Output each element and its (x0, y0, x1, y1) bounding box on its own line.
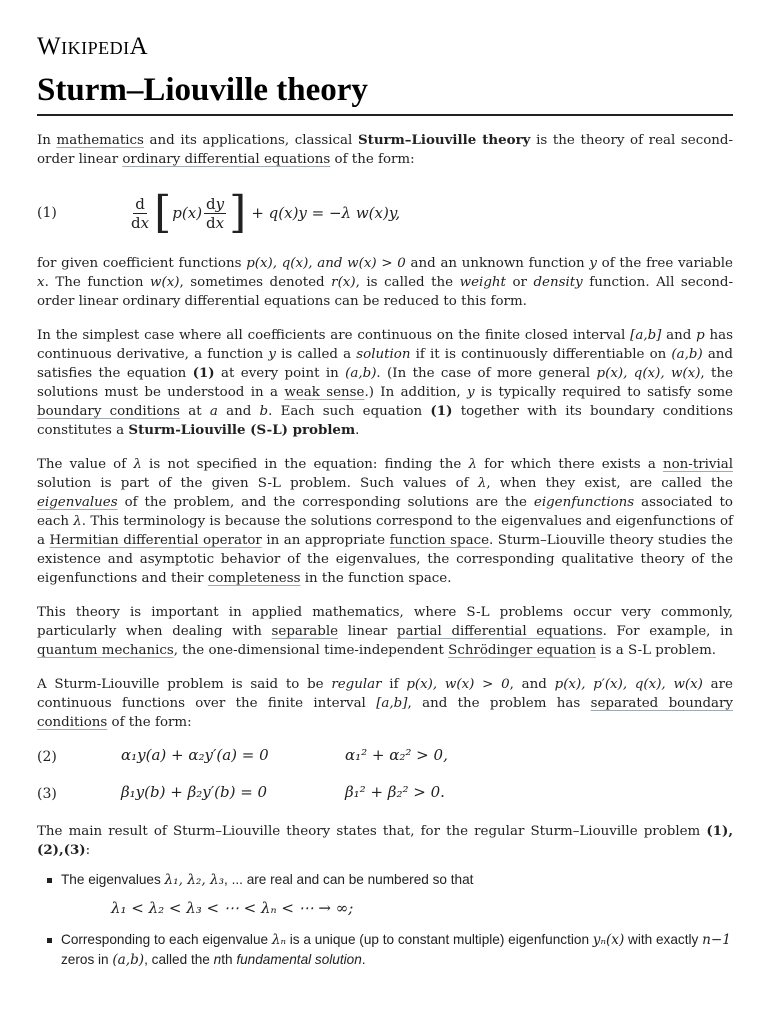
article-body (37, 131, 733, 976)
paragraph-main-result: The main result of Sturm–Liouville theory states that, for the regular Sturm–Liouville problem (1),(2),(3): (37, 823, 733, 858)
link-function-space[interactable]: function space (389, 533, 490, 548)
equation-1 (37, 184, 733, 244)
paragraph-applications: This theory is important in applied mathematics, where S-L problems occur very commonly, particularly when dealing with separable linear partial differential equations. For example, in quantum mechanics, the one-dimensional time-independent Schrödinger equation is a S-L problem. (37, 605, 733, 658)
paragraph-simplest-case: In the simplest case where all coefficients are continuous on the finite closed interval [a,b] and p has continuous derivative, a function y is called a solution if it is continuously differentiable on (a,b) and satisfies the equation (1) at every point in (a,b). (In the case of more general p(x), q(x), w(x), the solutions must be understood in a weak sense.) In addition, y is typically required to satisfy some boundary conditions at a and b. Each such equation (1) together with its boundary conditions constitutes a Sturm-Liouville (S-L) problem. (37, 328, 733, 438)
list-item: The eigenvalues λ₁, λ₂, λ₃, ... are real and can be numbered so that λ₁ < λ₂ < λ₃ < ⋯ < λₙ < ⋯ → ∞; (61, 870, 733, 918)
logo-letters: IKIPEDI (61, 38, 130, 58)
equation-right: β₁² + β₂² > 0. (345, 783, 445, 801)
title-divider (37, 114, 733, 116)
link-hermitian-operator[interactable]: Hermitian differential operator (49, 533, 262, 548)
bold-term: Sturm–Liouville theory (357, 132, 531, 148)
wikipedia-logo[interactable] (37, 33, 148, 61)
paragraph-coefficients: for given coefficient functions p(x), q(x), and w(x) > 0 and an unknown function y of the free variable x. The function w(x), sometimes denoted r(x), is called the weight or density function. All second-order linear ordinary differential equations can be reduced to this form. (37, 256, 733, 309)
equation-right: α₁² + α₂² > 0, (345, 746, 448, 764)
results-list (37, 870, 733, 970)
page-title: Sturm–Liouville theory (37, 72, 368, 108)
link-non-trivial[interactable]: non-trivial (663, 457, 734, 472)
equation-2 (37, 742, 733, 779)
link-eigenvalues[interactable]: eigenvalues (37, 495, 118, 510)
link-separable[interactable]: separable (271, 624, 339, 639)
link-schrodinger-equation[interactable]: Schrödinger equation (448, 643, 597, 658)
link-separated-boundary-conditions[interactable]: separated boundary conditions (37, 696, 733, 730)
list-item: Corresponding to each eigenvalue λₙ is a unique (up to constant multiple) eigenfunction yₙ(x) with exactly n−1 zeros in (a,b), called the nth fundamental solution. (61, 930, 733, 970)
paragraph-eigenvalues: The value of λ is not specified in the equation: finding the λ for which there exists a non-trivial solution is part of the given S-L problem. Such values of λ, when they exist, are called the eigenvalues of the problem, and the corresponding solutions are the eigenfunctions associated to each λ. This terminology is because the solutions correspond to the eigenvalues and eigenfunctions of a Hermitian differential operator in an appropriate function space. Sturm–Liouville theory studies the existence and asymptotic behavior of the eigenvalues, the corresponding qualitative theory of the eigenfunctions and their completeness in the function space. (37, 457, 734, 586)
link-boundary-conditions[interactable]: boundary conditions (37, 404, 180, 419)
equation-number: (2) (37, 749, 57, 765)
link-weak-sense[interactable]: weak sense (284, 385, 365, 400)
link-mathematics[interactable]: mathematics (56, 133, 144, 148)
intro-paragraph: In mathematics and its applications, classical Sturm–Liouville theory is the theory of real second-order linear ordinary differential equations of the form: (37, 132, 733, 167)
equation-number: (1) (37, 205, 57, 221)
equation-rhs: + q(x)y = −λ w(x)y, (251, 203, 401, 222)
equation-number: (3) (37, 786, 57, 802)
paragraph-regular: A Sturm-Liouville problem is said to be regular if p(x), w(x) > 0, and p(x), p′(x), q(x), w(x) are continuous functions over the finite interval [a,b], and the problem has separated boundary conditions of the form: (37, 677, 733, 730)
link-completeness[interactable]: completeness (207, 571, 301, 586)
equation-3 (37, 779, 733, 816)
equation-formula: $\frac{d}{dx}$ [ p(x) $\frac{dy}{dx}$ ] + q(x)y = −λ w(x)y, (131, 187, 401, 238)
logo-letter: W (37, 33, 62, 60)
link-ode[interactable]: ordinary differential equations (122, 152, 331, 167)
eigenvalue-ordering: λ₁ < λ₂ < λ₃ < ⋯ < λₙ < ⋯ → ∞; (111, 899, 354, 917)
equation-left: α₁y(a) + α₂y′(a) = 0 (121, 746, 269, 764)
logo-letter-last: A (129, 33, 149, 60)
equation-left: β₁y(b) + β₂y′(b) = 0 (121, 783, 268, 801)
link-pde[interactable]: partial differential equations (396, 624, 603, 639)
link-quantum-mechanics[interactable]: quantum mechanics (37, 643, 174, 658)
